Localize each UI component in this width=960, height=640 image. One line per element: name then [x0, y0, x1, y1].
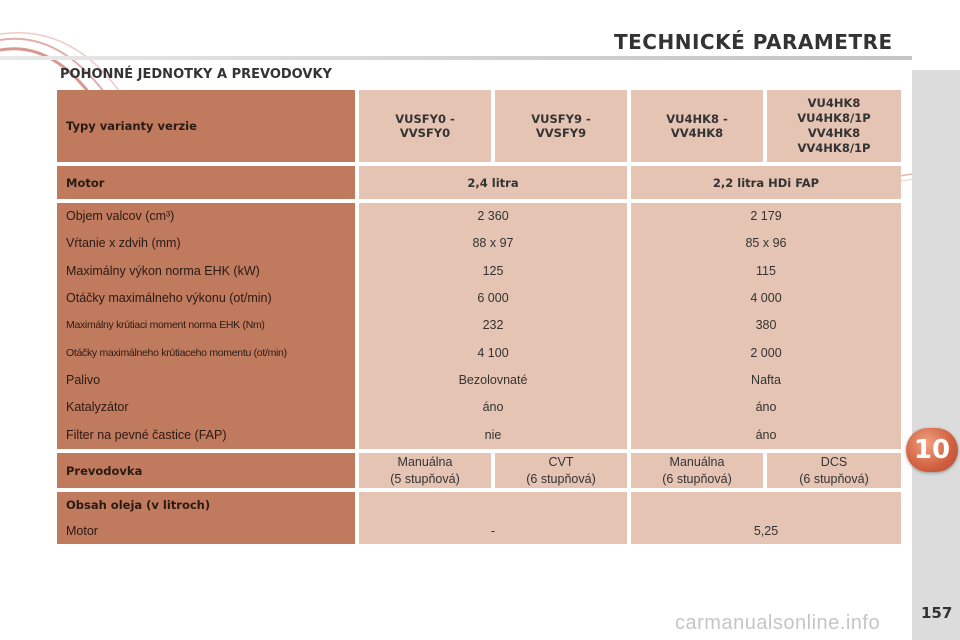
variant-line: VV4HK8 — [807, 126, 861, 140]
variant-line: VV4HK8 — [670, 126, 724, 140]
oil-value-petrol-cell — [359, 492, 627, 544]
spec-label: Objem valcov (cm³) — [66, 208, 175, 223]
variant-line: VUSFY9 - — [531, 112, 591, 126]
gearbox-speeds: (6 stupňová) — [799, 471, 869, 486]
spec-value-diesel: 4 000 — [750, 290, 782, 305]
spec-value-diesel: áno — [755, 427, 777, 442]
spec-value-petrol: 4 100 — [477, 345, 509, 360]
gearbox-speeds: (5 stupňová) — [390, 471, 460, 486]
page-number: 157 — [921, 604, 953, 622]
gearbox-speeds: (6 stupňová) — [662, 471, 732, 486]
side-band — [912, 70, 960, 640]
variant-cell-4 — [767, 90, 901, 162]
spec-value-petrol: 125 — [482, 263, 504, 278]
spec-value-diesel: 2 179 — [750, 208, 782, 223]
spec-value-diesel: Nafta — [751, 373, 781, 388]
chapter-badge: 10 — [906, 428, 958, 472]
variant-cell-2 — [495, 90, 627, 162]
section-title: POHONNÉ JEDNOTKY A PREVODOVKY — [60, 67, 332, 82]
gearbox-speeds: (6 stupňová) — [526, 471, 596, 486]
gearbox-cell-3 — [631, 453, 763, 488]
gearbox-type: Manuálna — [669, 454, 725, 469]
gearbox-label: Prevodovka — [57, 453, 355, 488]
spec-label: Otáčky maximálneho krútiaceho momentu (ot/min) — [66, 346, 287, 359]
spec-label: Vŕtanie x zdvih (mm) — [66, 236, 181, 251]
variant-line: VVSFY9 — [535, 126, 587, 140]
spec-value-diesel: 85 x 96 — [745, 236, 787, 251]
spec-value-petrol: 6 000 — [477, 290, 509, 305]
title-divider — [0, 56, 912, 60]
spec-value-petrol: Bezolovnaté — [458, 373, 528, 388]
spec-label: Filter na pevné častice (FAP) — [66, 427, 227, 442]
spec-value-diesel: áno — [755, 400, 777, 415]
spec-value-diesel: 380 — [755, 318, 777, 333]
spec-value-petrol: nie — [484, 427, 502, 442]
spec-label: Maximálny krútiaci moment norma EHK (Nm) — [66, 319, 265, 332]
oil-value-petrol: - — [490, 524, 496, 538]
oil-value-diesel-cell — [631, 492, 901, 544]
spec-values-petrol — [359, 203, 627, 449]
variant-line: VUSFY0 - — [395, 112, 455, 126]
variant-line: VU4HK8/1P — [797, 111, 871, 125]
variant-line: VU4HK8 - — [666, 112, 728, 126]
spec-value-petrol: áno — [482, 400, 504, 415]
gearbox-cell-4 — [767, 453, 901, 488]
spec-value-petrol: 88 x 97 — [472, 236, 514, 251]
variant-cell-3 — [631, 90, 763, 162]
spec-labels — [57, 203, 355, 449]
spec-value-diesel: 2 000 — [750, 345, 782, 360]
spec-label: Palivo — [66, 373, 101, 388]
variant-line: VU4HK8 — [807, 96, 861, 110]
oil-value-diesel: 5,25 — [753, 524, 779, 538]
variant-cell-1 — [359, 90, 491, 162]
spec-label: Katalyzátor — [66, 400, 129, 415]
gearbox-type: DCS — [820, 454, 848, 469]
engine-petrol: 2,4 litra — [359, 166, 627, 199]
gearbox-type: CVT — [548, 454, 574, 469]
page-title: TECHNICKÉ PARAMETRE — [614, 30, 893, 54]
variant-line: VV4HK8/1P — [797, 141, 871, 155]
engine-diesel: 2,2 litra HDi FAP — [631, 166, 901, 199]
spec-label: Otáčky maximálneho výkonu (ot/min) — [66, 290, 272, 305]
spec-label: Maximálny výkon norma EHK (kW) — [66, 263, 260, 278]
spec-values-diesel — [631, 203, 901, 449]
watermark: carmanualsonline.info — [675, 612, 881, 634]
oil-row-label: Motor — [66, 524, 98, 538]
spec-value-petrol: 232 — [482, 318, 504, 333]
spec-value-diesel: 115 — [756, 263, 776, 278]
oil-label-cell — [57, 492, 355, 544]
variant-line: VVSFY0 — [399, 126, 451, 140]
engine-label: Motor — [57, 166, 355, 199]
oil-label: Obsah oleja (v litroch) — [66, 498, 211, 512]
gearbox-cell-1 — [359, 453, 491, 488]
variant-label: Typy varianty verzie — [57, 90, 355, 162]
spec-value-petrol: 2 360 — [477, 208, 509, 223]
gearbox-cell-2 — [495, 453, 627, 488]
gearbox-type: Manuálna — [397, 454, 453, 469]
